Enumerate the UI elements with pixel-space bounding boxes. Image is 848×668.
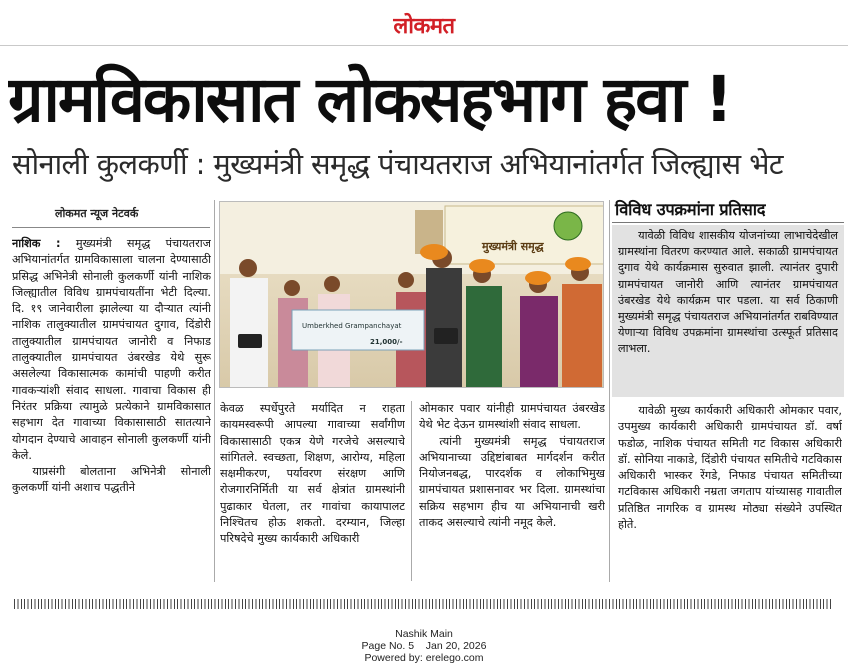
masthead [0, 0, 848, 46]
sidebar-boxed-paragraph: यावेळी विविध शासकीय योजनांच्या लाभाचेदेखील ग्रामस्थांना वितरण करण्यात आले. सकाळी ग्रामपंचायत दुगाव येथे कार्यक्रमास सुरुवात झाली. त्यानंतर दुपारी ग्रामपंचायत जानोरी आणि त्यानंतर ग्रामपंचायत उंबरखेड येथे कार्यक्रम पार पडला. या सर्व ठिकाणी मुख्यमंत्री समृद्ध पंचायतराज अभियानांतर्गत राबविण्यात येणाऱ्या विविध उपक्रमांना ग्रामस्थांचा उत्स्फूर्त प्रतिसाद लाभला. [618, 229, 838, 356]
dateline: नाशिक : [12, 237, 61, 250]
page-bottom-border [14, 599, 832, 609]
svg-text:Umberkhed Grampanchayat: Umberkhed Grampanchayat [302, 322, 402, 330]
headline: ग्रामविकासात लोकसहभाग हवा ! [8, 63, 732, 136]
sidebar-title: विविध उपक्रमांना प्रतिसाद [615, 200, 766, 219]
sidebar-divider [612, 222, 844, 223]
banner-text: मुख्यमंत्री समृद्ध [482, 240, 544, 253]
news-photo[interactable] [219, 201, 604, 388]
page-footer [0, 628, 848, 664]
sidebar-highlight-box [612, 225, 844, 397]
article-paragraph: नाशिक : मुख्यमंत्री समृद्ध पंचायतराज अभियानांतर्गत ग्रामविकासाला चालना देण्यासाठी प्रसिद्ध अभिनेत्री सोनाली कुलकर्णी यांनी नाशिक जिल्ह्यातील विविध ग्रामपंचायतींना भेटी दिल्या. दि. १९ जानेवारीला झालेल्या या दौऱ्यात त्यांनी नाशिक तालुक्यातील ग्रामपंचायत दुगाव, दिंडोरी तालुक्यातील ग्रामपंचायत जानोरी व निफाड तालुक्यातील ग्रामपंचायत उंबरखेड येथे सुरू असलेल्या विकासात्मक कामांची पाहणी करीत गावकऱ्यांशी संवाद साधला. गावाचा विकास ही निरंतर प्रक्रिया त्यामुळे प्रत्येकाने ग्रामविकासात सहभाग देत गावाच्या विकासासाठी सातत्याने योगदान देण्याचे आवाहन सोनाली कुलकर्णी यांनी केले. [12, 237, 211, 462]
article-column-1 [12, 236, 211, 580]
edition-name: Nashik Main [395, 628, 453, 640]
event-photo-illustration [220, 202, 604, 388]
article-paragraph: ओमकार पवार यांनीही ग्रामपंचायत उंबरखेड येथे भेट देऊन ग्रामस्थांशी संवाद साधला. [419, 402, 605, 432]
phone-icon [238, 334, 262, 348]
sidebar-paragraph: यावेळी मुख्य कार्यकारी अधिकारी ओमकार पवार, उपमुख्य कार्यकारी अधिकारी ग्रामपंचायत डॉ. वर्षा फडोळ, नाशिक पंचायत समिती गट विकास अधिकारी डॉ. सोनिया नाकाडे, दिंडोरी पंचायत समितीचे गटविकास अधिकारी भास्कर रेंगडे, निफाड पंचायत समितीच्या गटविकास अधिकारी नम्रता जगताप यांच्यासह गावातील प्रतिष्ठित नागरिक व ग्रामस्थ मोठ्या संख्येने उपस्थित होते. [618, 404, 842, 532]
column-divider [609, 200, 610, 582]
byline-divider [12, 227, 210, 228]
emblem-icon [554, 212, 582, 240]
sidebar-column [618, 403, 842, 581]
column-divider [411, 401, 412, 581]
article-column-2 [220, 401, 405, 581]
subheadline: सोनाली कुलकर्णी : मुख्यमंत्री समृद्ध पंचायतराज अभियानांतर्गत जिल्ह्यास भेट [12, 147, 783, 181]
article-paragraph: केवळ स्पर्धेपुरते मर्यादित न राहता कायमस्वरूपी आपल्या गावाच्या सर्वांगीण विकासासाठी एकत्र येणे गरजेचे असल्याचे सांगितले. स्वच्छता, शिक्षण, आरोग्य, महिला सक्षमीकरण, पर्यावरण संरक्षण आणि रोजगारनिर्मिती या सर्व क्षेत्रांत ग्रामस्थांनी पुढाकार घेतला, तर गावांचा कायापालट निश्चितच होऊ शकतो. दरम्यान, जिल्हा परिषदेचे मुख्य कार्यकारी अधिकारी [220, 402, 405, 546]
article-paragraph: याप्रसंगी बोलताना अभिनेत्री सोनाली कुलकर्णी यांनी अशाच पद्धतीने [12, 465, 211, 495]
article-column-3 [419, 401, 605, 581]
cheque [292, 310, 424, 350]
byline: लोकमत न्यूज नेटवर्क [55, 207, 139, 220]
column-divider [214, 200, 215, 582]
powered-by-link[interactable]: Powered by: erelego.com [364, 652, 484, 664]
newspaper-logo[interactable]: लोकमत [393, 14, 455, 39]
phone-icon [434, 328, 458, 344]
svg-text:21,000/-: 21,000/- [370, 338, 403, 346]
page-and-date: Page No. 5 Jan 20, 2026 [361, 640, 487, 652]
article-paragraph: त्यांनी मुख्यमंत्री समृद्ध पंचायतराज अभियानाच्या उद्दिष्टांबाबत मार्गदर्शन करीत नियोजनबद्ध, पारदर्शक व लोकाभिमुख ग्रामपंचायत प्रशासनावर भर दिला. ग्रामस्थांचा सक्रिय सहभाग हीच या अभियानाची खरी ताकद असल्याचे त्यांनी नमूद केले. [419, 434, 605, 530]
